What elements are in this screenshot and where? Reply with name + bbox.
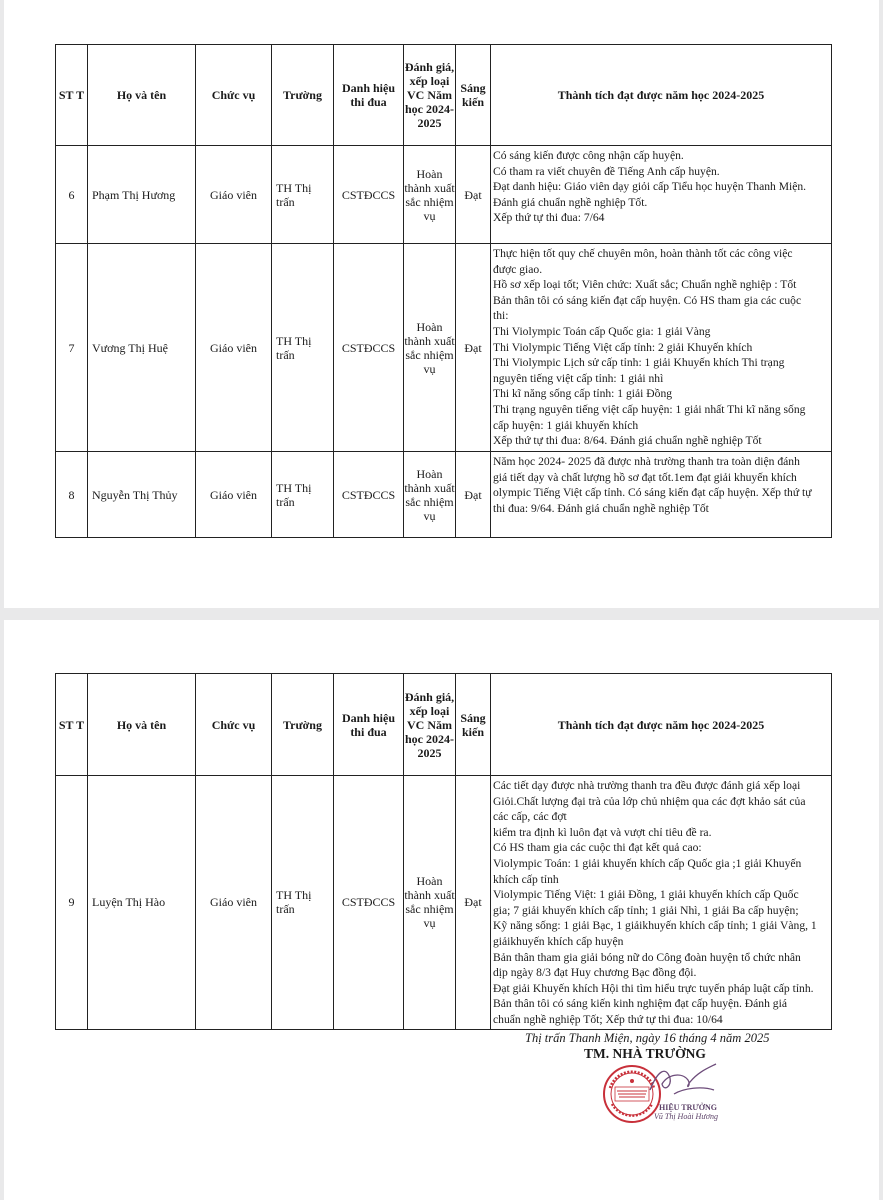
cell-name: Vương Thị Huệ	[88, 244, 196, 452]
cell-position: Giáo viên	[196, 452, 272, 538]
header-stt: ST T	[56, 45, 88, 146]
signature-icon	[644, 1060, 724, 1100]
cell-position: Giáo viên	[196, 776, 272, 1030]
cell-rating: Hoàn thành xuất sắc nhiệm vụ	[404, 146, 456, 244]
achievement-line: nguyên tiếng việt cấp tỉnh: 1 giải nhì	[493, 371, 664, 385]
cell-title: CSTĐCCS	[334, 452, 404, 538]
signature	[644, 1060, 724, 1100]
achievement-line: Thi trạng nguyên tiếng việt cấp huyện: 1 giải nhất Thi kĩ năng sống	[493, 402, 806, 416]
cell-stt: 9	[56, 776, 88, 1030]
header-position: Chức vụ	[196, 45, 272, 146]
achievement-line: Giỏi.Chất lượng đại trà của lớp chủ nhiệm qua các đợt khảo sát của	[493, 794, 806, 808]
cell-achievements	[491, 146, 832, 244]
cell-position: Giáo viên	[196, 146, 272, 244]
cell-title: CSTĐCCS	[334, 146, 404, 244]
cell-achievements	[491, 776, 832, 1030]
signer-name: Vũ Thị Hoài Hương	[654, 1112, 718, 1121]
cell-rating: Hoàn thành xuất sắc nhiệm vụ	[404, 244, 456, 452]
cell-initiative: Đạt	[456, 244, 491, 452]
table-row	[56, 244, 832, 452]
cell-title: CSTĐCCS	[334, 776, 404, 1030]
document-page-2	[4, 620, 879, 1200]
cell-name: Phạm Thị Hương	[88, 146, 196, 244]
header-title: Danh hiệu thi đua	[334, 45, 404, 146]
achievement-line: Bản thân tham gia giải bóng nữ do Công đoàn huyện tổ chức nhân	[493, 950, 801, 964]
signer-title: HIỆU TRƯỞNG	[659, 1103, 718, 1112]
document-page-1	[4, 0, 879, 608]
cell-stt: 7	[56, 244, 88, 452]
achievement-line: Thi Violympic Tiếng Việt cấp tỉnh: 2 giải Khuyến khích	[493, 340, 753, 354]
achievement-line: Có sáng kiến được công nhận cấp huyện.	[493, 149, 684, 162]
achievement-line: kiểm tra định kì luôn đạt và vượt chỉ tiêu đề ra.	[493, 825, 712, 839]
cell-name: Nguyễn Thị Thủy	[88, 452, 196, 538]
achievement-line: Hồ sơ xếp loại tốt; Viên chức: Xuất sắc; Chuẩn nghề nghiệp : Tốt	[493, 278, 797, 292]
header-school: Trường	[272, 45, 334, 146]
cell-initiative: Đạt	[456, 776, 491, 1030]
achievement-line: Thi Violympic Lịch sử cấp tỉnh: 1 giải Khuyến khích Thi trạng	[493, 356, 785, 370]
achievement-line: giá tiết dạy và chất lượng hồ sơ đạt tốt.1em đạt giải khuyến khích	[493, 470, 797, 484]
achievement-line: dịp ngày 8/3 đạt Huy chương Bạc đồng đội.	[493, 966, 697, 980]
cell-initiative: Đạt	[456, 146, 491, 244]
achievement-line: Xếp thứ tự thi đua: 8/64. Đánh giá chuẩn nghề nghiệp Tốt	[493, 434, 762, 448]
cell-position: Giáo viên	[196, 244, 272, 452]
header-initiative: Sáng kiến	[456, 674, 491, 776]
header-rating: Đánh giá, xếp loại VC Năm học 2024-2025	[404, 674, 456, 776]
achievement-line: Kỹ năng sống: 1 giải Bạc, 1 giảikhuyến khích cấp tỉnh; 1 giải Vàng, 1	[493, 919, 817, 933]
cell-name: Luyện Thị Hào	[88, 776, 196, 1030]
achievement-line: Xếp thứ tự thi đua: 7/64	[493, 211, 605, 225]
cell-achievements	[491, 244, 832, 452]
achievement-line: Violympic Toán: 1 giải khuyến khích cấp Quốc gia ;1 giải Khuyến	[493, 856, 802, 870]
cell-stt: 6	[56, 146, 88, 244]
achievement-line: Thi Violympic Toán cấp Quốc gia: 1 giải Vàng	[493, 324, 711, 338]
header-title: Danh hiệu thi đua	[334, 674, 404, 776]
header-name: Họ và tên	[88, 674, 196, 776]
achievement-line: Thi kĩ năng sống cấp tỉnh: 1 giải Đồng	[493, 387, 673, 401]
achievement-line: Violympic Tiếng Việt: 1 giải Đồng, 1 giải khuyến khích cấp Quốc	[493, 888, 799, 902]
achievement-line: Các tiết dạy được nhà trường thanh tra đều được đánh giá xếp loại	[493, 779, 801, 792]
achievement-line: thi đua: 9/64. Đánh giá chuẩn nghề nghiệp Tốt	[493, 501, 709, 515]
on-behalf-label: TM. NHÀ TRƯỜNG	[584, 1046, 706, 1061]
cell-rating: Hoàn thành xuất sắc nhiệm vụ	[404, 776, 456, 1030]
achievement-line: Đạt danh hiệu: Giáo viên dạy giỏi cấp Tiểu học huyện Thanh Miện.	[493, 180, 807, 194]
achievement-line: giảikhuyến khích cấp huyện	[493, 934, 624, 948]
cell-achievements	[491, 452, 832, 538]
achievement-line: Đạt giải Khuyến khích Hội thi tìm hiểu trực tuyến pháp luật cấp tỉnh.	[493, 981, 814, 995]
table-header-row	[56, 674, 832, 776]
header-position: Chức vụ	[196, 674, 272, 776]
place-date: Thị trấn Thanh Miện, ngày 16 tháng 4 năm 2025	[525, 1031, 770, 1045]
achievement-line: cấp huyện: 1 giải khuyến khích	[493, 418, 639, 432]
table-header-row	[56, 45, 832, 146]
achievement-line: Năm học 2024- 2025 đã được nhà trường thanh tra toàn diện đánh	[493, 455, 800, 468]
achievement-line: Có tham ra viết chuyên đề Tiếng Anh cấp huyện.	[493, 164, 720, 178]
achievement-line: Bản thân tôi có sáng kiến kinh nghiệm đạt cấp huyện. Đánh giá	[493, 997, 787, 1011]
achievement-line: Thực hiện tốt quy chế chuyên môn, hoàn thành tốt các công việc	[493, 247, 793, 260]
header-rating: Đánh giá, xếp loại VC Năm học 2024-2025	[404, 45, 456, 146]
achievement-line: được giao.	[493, 262, 543, 276]
achievement-table-1	[55, 44, 832, 538]
header-achievements: Thành tích đạt được năm học 2024-2025	[491, 45, 832, 146]
header-stt: ST T	[56, 674, 88, 776]
table-row	[56, 146, 832, 244]
header-initiative: Sáng kiến	[456, 45, 491, 146]
achievement-line: Có HS tham gia các cuộc thi đạt kết quả cao:	[493, 841, 702, 855]
achievement-line: thi:	[493, 309, 509, 323]
achievement-line: Bản thân tôi có sáng kiến đạt cấp huyện. Có HS tham gia các cuộc	[493, 293, 802, 307]
cell-stt: 8	[56, 452, 88, 538]
cell-school: TH Thị trấn	[272, 244, 334, 452]
achievement-line: khích cấp tỉnh	[493, 872, 559, 886]
achievement-line: chuẩn nghề nghiệp Tốt; Xếp thứ tự thi đua: 10/64	[493, 1012, 723, 1026]
cell-school: TH Thị trấn	[272, 146, 334, 244]
achievement-line: Đánh giá chuẩn nghề nghiệp Tốt.	[493, 195, 648, 209]
achievement-line: olympic Tiếng Việt cấp tỉnh. Có sáng kiến đạt cấp huyện. Xếp thứ tự	[493, 486, 812, 500]
header-school: Trường	[272, 674, 334, 776]
cell-school: TH Thị trấn	[272, 452, 334, 538]
header-name: Họ và tên	[88, 45, 196, 146]
achievement-line: các cấp, các đợt	[493, 810, 567, 824]
table-row	[56, 776, 832, 1030]
cell-initiative: Đạt	[456, 452, 491, 538]
cell-school: TH Thị trấn	[272, 776, 334, 1030]
cell-title: CSTĐCCS	[334, 244, 404, 452]
table-row	[56, 452, 832, 538]
achievement-table-2	[55, 673, 832, 1030]
cell-rating: Hoàn thành xuất sắc nhiệm vụ	[404, 452, 456, 538]
header-achievements: Thành tích đạt được năm học 2024-2025	[491, 674, 832, 776]
achievement-line: gia; 7 giải khuyến khích cấp tỉnh; 1 giải Nhì, 1 giải Ba cấp huyện;	[493, 903, 799, 917]
